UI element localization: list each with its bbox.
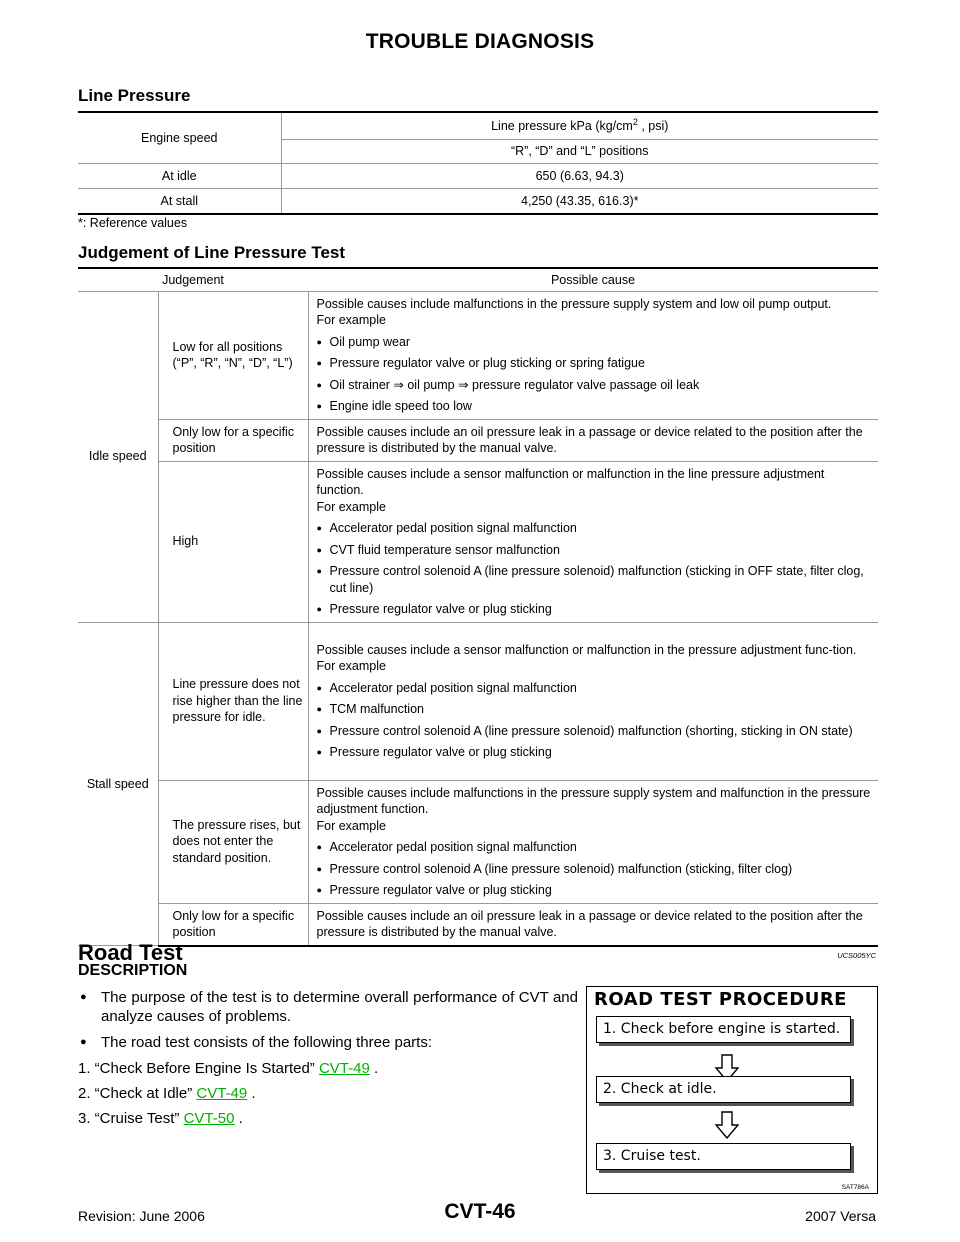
- section-code: UCS005YC: [837, 951, 876, 960]
- idle-speed-label: Idle speed: [78, 291, 158, 622]
- list-item: ● Pressure regulator valve or plug sticking or spring fatigue: [317, 355, 873, 372]
- list-item: ● CVT fluid temperature sensor malfunction: [317, 542, 873, 559]
- cause-cell: Possible causes include an oil pressure leak in a passage or device related to the position after the pressure is distributed by the manual valve.: [308, 903, 878, 946]
- judgement-header: Judgement: [78, 268, 308, 291]
- procedure-step-box: 2. Check at idle.: [596, 1076, 851, 1103]
- list-item: ● The road test consists of the following three parts:: [78, 1033, 578, 1052]
- list-item: ● Oil pump wear: [317, 334, 873, 351]
- list-item: ● Oil strainer ⇒ oil pump ⇒ pressure regulator valve passage oil leak: [317, 377, 873, 394]
- cause-cell: Possible causes include malfunctions in the pressure supply system and low oil pump output. For example ● Oil pump wear ● Pressure regulator valve or plug sticking or spring fatigue ● Oil strainer ⇒ oil pump ⇒ pressure regulator valve passage oil leak ● Engine idle speed too low: [308, 291, 878, 419]
- condition-cell: Line pressure does not rise higher than the line pressure for idle.: [158, 622, 308, 780]
- list-item: ● The purpose of the test is to determine overall performance of CVT and analyze causes of problems.: [78, 988, 578, 1026]
- list-item: ● Pressure control solenoid A (line pressure solenoid) malfunction (shorting, sticking in ON state): [317, 723, 873, 740]
- page-title: TROUBLE DIAGNOSIS: [365, 30, 595, 53]
- possible-cause-header: Possible cause: [308, 268, 878, 291]
- procedure-step-box: 3. Cruise test.: [596, 1143, 851, 1170]
- list-item: ● TCM malfunction: [317, 701, 873, 718]
- cause-cell: Possible causes include an oil pressure leak in a passage or device related to the position after the pressure is distributed by the manual valve.: [308, 419, 878, 461]
- condition-cell: High: [158, 461, 308, 622]
- line-pressure-header: Line pressure kPa ($kg/cm^2$ , psi): [281, 112, 878, 139]
- engine-speed-header: Engine speed: [78, 112, 281, 163]
- list-item: ● Accelerator pedal position signal malfunction: [317, 520, 873, 537]
- figure-title: ROAD TEST PROCEDURE: [594, 989, 847, 1010]
- judgement-table: [78, 267, 878, 947]
- judgement-heading: Judgement of Line Pressure Test: [78, 243, 346, 262]
- description-heading: DESCRIPTION: [78, 962, 188, 979]
- page-number: CVT-46: [444, 1200, 516, 1223]
- step-item: 2. “Check at Idle” CVT-49 .: [78, 1085, 256, 1102]
- list-item: ● Accelerator pedal position signal malfunction: [317, 680, 873, 697]
- description-body: [78, 988, 578, 1134]
- table-row: [78, 461, 878, 622]
- condition-cell: Only low for a specific position: [158, 419, 308, 461]
- down-arrow-icon: [715, 1111, 739, 1139]
- condition-cell: Low for all positions (“P”, “R”, “N”, “D”, “L”): [158, 291, 308, 419]
- table-row: [78, 903, 878, 946]
- line-pressure-table: [78, 111, 878, 215]
- table-row: [78, 419, 878, 461]
- revision-date: Revision: June 2006: [78, 1208, 205, 1224]
- road-test-heading: Road Test: [78, 940, 183, 965]
- row-pressure: 650 (6.63, 94.3): [281, 163, 878, 188]
- figure-code: SAT786A: [841, 1184, 869, 1191]
- table-row: [78, 780, 878, 903]
- condition-cell: The pressure rises, but does not enter the standard position.: [158, 780, 308, 903]
- procedure-step-box: 1. Check before engine is started.: [596, 1016, 851, 1043]
- list-item: ● Pressure regulator valve or plug sticking: [317, 744, 873, 761]
- condition-cell: Only low for a specific position: [158, 903, 308, 946]
- cause-cell: Possible causes include malfunctions in the pressure supply system and malfunction in the pressure adjustment function. For example ● Accelerator pedal position signal malfunction ● Pressure control solenoid A (line pressure solenoid) malfunction (sticking, filter clog) ● Pressure regulator valve or plug sticking: [308, 780, 878, 903]
- row-speed: At idle: [78, 163, 281, 188]
- reference-note: *: Reference values: [78, 216, 188, 230]
- line-pressure-heading: Line Pressure: [78, 86, 191, 105]
- positions-header: “R”, “D” and “L” positions: [281, 139, 878, 163]
- vehicle-model: 2007 Versa: [805, 1208, 876, 1224]
- stall-speed-label: Stall speed: [78, 622, 158, 946]
- list-item: ● Pressure regulator valve or plug sticking: [317, 882, 873, 899]
- row-pressure: 4,250 (43.35, 616.3)*: [281, 188, 878, 214]
- road-test-procedure-figure: [586, 986, 878, 1194]
- step-item: 3. “Cruise Test” CVT-50 .: [78, 1110, 243, 1127]
- cvt-49-link[interactable]: CVT-49: [318, 1060, 370, 1077]
- step-item: 1. “Check Before Engine Is Started” CVT-49 .: [78, 1060, 379, 1077]
- list-item: ● Pressure control solenoid A (line pressure solenoid) malfunction (sticking, filter clog): [317, 861, 873, 878]
- list-item: ● Pressure regulator valve or plug sticking: [317, 601, 873, 618]
- cause-cell: Possible causes include a sensor malfunction or malfunction in the line pressure adjustment function. For example ● Accelerator pedal position signal malfunction ● CVT fluid temperature sensor malfunction ● Pressure control solenoid A (line pressure solenoid) malfunction (sticking in OFF state, filter clog, cut line) ● Pressure regulator valve or plug sticking: [308, 461, 878, 622]
- cvt-49-link[interactable]: CVT-49: [196, 1085, 248, 1102]
- row-speed: At stall: [78, 188, 281, 214]
- table-row: [78, 291, 878, 419]
- table-row: [78, 622, 878, 780]
- list-item: ● Pressure control solenoid A (line pressure solenoid) malfunction (sticking in OFF state, filter clog, cut line): [317, 563, 873, 596]
- cause-cell: Possible causes include a sensor malfunction or malfunction in the pressure adjustment func-tion. For example ● Accelerator pedal position signal malfunction ● TCM malfunction ● Pressure control solenoid A (line pressure solenoid) malfunction (shorting, sticking in ON state) ● Pressure regulator valve or plug sticking: [308, 622, 878, 780]
- list-item: ● Accelerator pedal position signal malfunction: [317, 839, 873, 856]
- list-item: ● Engine idle speed too low: [317, 398, 873, 415]
- cvt-50-link[interactable]: CVT-50: [183, 1110, 235, 1127]
